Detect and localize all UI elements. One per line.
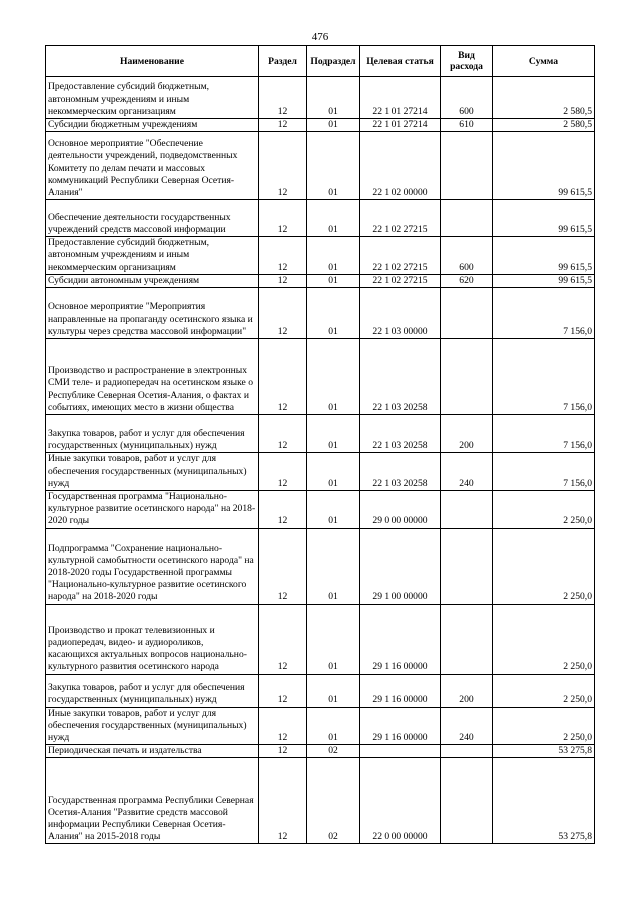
row-target: 22 1 02 27215	[360, 200, 441, 237]
table-row	[46, 453, 595, 491]
row-section: 12	[259, 415, 307, 453]
table-row	[46, 200, 595, 237]
row-subsection: 01	[307, 77, 360, 119]
row-section: 12	[259, 528, 307, 604]
row-target: 29 1 00 00000	[360, 528, 441, 604]
row-subsection: 01	[307, 491, 360, 529]
table-row	[46, 77, 595, 119]
row-subsection: 01	[307, 119, 360, 132]
table-row	[46, 119, 595, 132]
row-target: 29 1 16 00000	[360, 707, 441, 745]
row-target: 22 1 02 00000	[360, 132, 441, 200]
header-subsection: Подраздел	[307, 46, 360, 77]
row-exp-type	[441, 604, 493, 674]
row-sum: 53 275,8	[493, 745, 595, 758]
row-exp-type	[441, 288, 493, 339]
row-sum: 2 250,0	[493, 491, 595, 529]
row-name: Закупка товаров, работ и услуг для обеспечения государственных (муниципальных) нужд	[46, 415, 259, 453]
header-name: Наименование	[46, 46, 259, 77]
row-subsection: 01	[307, 415, 360, 453]
row-section: 12	[259, 77, 307, 119]
row-subsection: 01	[307, 274, 360, 287]
row-target: 22 1 03 20258	[360, 339, 441, 415]
row-section: 12	[259, 745, 307, 758]
row-subsection: 01	[307, 132, 360, 200]
row-subsection: 02	[307, 758, 360, 844]
row-sum: 7 156,0	[493, 415, 595, 453]
table-row	[46, 491, 595, 529]
row-name: Производство и прокат телевизионных и радиопередач, видео- и аудиороликов, касающихся актуальных вопросов национально-культурного развития осетинского народа	[46, 604, 259, 674]
table-row	[46, 274, 595, 287]
row-name: Закупка товаров, работ и услуг для обеспечения государственных (муниципальных) нужд	[46, 674, 259, 707]
row-exp-type	[441, 758, 493, 844]
row-exp-type	[441, 132, 493, 200]
table-row	[46, 707, 595, 745]
row-exp-type: 610	[441, 119, 493, 132]
row-name: Основное мероприятие "Мероприятия направленные на пропаганду осетинского языка и культуры через средства массовой информации"	[46, 288, 259, 339]
row-section: 12	[259, 274, 307, 287]
row-sum: 7 156,0	[493, 288, 595, 339]
row-section: 12	[259, 339, 307, 415]
row-subsection: 01	[307, 200, 360, 237]
header-target: Целевая статья	[360, 46, 441, 77]
row-sum: 2 250,0	[493, 674, 595, 707]
row-target: 29 0 00 00000	[360, 491, 441, 529]
row-section: 12	[259, 119, 307, 132]
row-subsection: 01	[307, 604, 360, 674]
row-sum: 99 615,5	[493, 200, 595, 237]
header-section: Раздел	[259, 46, 307, 77]
row-target: 22 1 03 20258	[360, 453, 441, 491]
row-section: 12	[259, 237, 307, 275]
budget-table	[45, 45, 595, 844]
row-subsection: 02	[307, 745, 360, 758]
row-sum: 99 615,5	[493, 274, 595, 287]
row-name: Производство и распространение в электронных СМИ теле- и радиопередач на осетинском языке о Республике Северная Осетия-Алания, о фактах и событиях, имеющих место в жизни общества	[46, 339, 259, 415]
row-name: Основное мероприятие "Обеспечение деятельности учреждений, подведомственных Комитету по делам печати и массовых коммуникаций Республики Северная Осетия-Алания"	[46, 132, 259, 200]
row-target: 29 1 16 00000	[360, 674, 441, 707]
row-name: Предоставление субсидий бюджетным, автономным учреждениям и иным некоммерческим организациям	[46, 77, 259, 119]
row-exp-type: 600	[441, 77, 493, 119]
row-exp-type: 200	[441, 415, 493, 453]
row-sum: 2 580,5	[493, 119, 595, 132]
page-number: 476	[311, 31, 329, 43]
row-exp-type: 600	[441, 237, 493, 275]
row-section: 12	[259, 453, 307, 491]
row-name: Государственная программа "Национально-культурное развитие осетинского народа" на 2018-2020 годы	[46, 491, 259, 529]
row-subsection: 01	[307, 453, 360, 491]
row-sum: 2 250,0	[493, 528, 595, 604]
row-name: Государственная программа Республики Северная Осетия-Алания "Развитие средств массовой информации Республики Северная Осетия-Алания" на 2015-2018 годы	[46, 758, 259, 844]
table-row	[46, 604, 595, 674]
row-name: Подпрограмма "Сохранение национально-культурной самобытности осетинского народа" на 2018-2020 годы Государственной программы "Национально-культурное развитие осетинского народа" на 2018-2020 годы	[46, 528, 259, 604]
row-sum: 2 580,5	[493, 77, 595, 119]
row-subsection: 01	[307, 707, 360, 745]
table-row	[46, 237, 595, 275]
table-header-row	[46, 46, 595, 77]
table-row	[46, 415, 595, 453]
row-exp-type	[441, 491, 493, 529]
row-name: Субсидии автономным учреждениям	[46, 274, 259, 287]
row-sum: 53 275,8	[493, 758, 595, 844]
row-name: Обеспечение деятельности государственных учреждений средств массовой информации	[46, 200, 259, 237]
row-name: Иные закупки товаров, работ и услуг для обеспечения государственных (муниципальных) нужд	[46, 707, 259, 745]
row-section: 12	[259, 491, 307, 529]
table-row	[46, 745, 595, 758]
table-row	[46, 758, 595, 844]
row-target: 22 1 01 27214	[360, 119, 441, 132]
row-subsection: 01	[307, 237, 360, 275]
row-section: 12	[259, 132, 307, 200]
row-sum: 2 250,0	[493, 604, 595, 674]
row-exp-type	[441, 528, 493, 604]
row-target: 22 1 01 27214	[360, 77, 441, 119]
row-section: 12	[259, 288, 307, 339]
row-section: 12	[259, 200, 307, 237]
row-sum: 99 615,5	[493, 237, 595, 275]
row-name: Предоставление субсидий бюджетным, автономным учреждениям и иным некоммерческим организациям	[46, 237, 259, 275]
table-row	[46, 288, 595, 339]
row-exp-type: 240	[441, 453, 493, 491]
row-section: 12	[259, 707, 307, 745]
row-sum: 7 156,0	[493, 453, 595, 491]
row-name: Периодическая печать и издательства	[46, 745, 259, 758]
row-exp-type: 240	[441, 707, 493, 745]
row-target: 22 1 03 20258	[360, 415, 441, 453]
row-sum: 99 615,5	[493, 132, 595, 200]
row-exp-type: 620	[441, 274, 493, 287]
row-subsection: 01	[307, 528, 360, 604]
row-exp-type	[441, 200, 493, 237]
row-exp-type: 200	[441, 674, 493, 707]
header-sum: Сумма	[493, 46, 595, 77]
table-row	[46, 528, 595, 604]
row-section: 12	[259, 674, 307, 707]
row-name: Субсидии бюджетным учреждениям	[46, 119, 259, 132]
row-section: 12	[259, 604, 307, 674]
row-target	[360, 745, 441, 758]
header-exp-type: Вид расхода	[441, 46, 493, 77]
row-subsection: 01	[307, 339, 360, 415]
table-row	[46, 132, 595, 200]
row-target: 22 0 00 00000	[360, 758, 441, 844]
row-sum: 2 250,0	[493, 707, 595, 745]
table-row	[46, 339, 595, 415]
row-exp-type	[441, 745, 493, 758]
row-subsection: 01	[307, 288, 360, 339]
table-row	[46, 674, 595, 707]
row-target: 22 1 03 00000	[360, 288, 441, 339]
row-section: 12	[259, 758, 307, 844]
row-target: 22 1 02 27215	[360, 274, 441, 287]
row-sum: 7 156,0	[493, 339, 595, 415]
row-name: Иные закупки товаров, работ и услуг для обеспечения государственных (муниципальных) нужд	[46, 453, 259, 491]
row-exp-type	[441, 339, 493, 415]
row-subsection: 01	[307, 674, 360, 707]
row-target: 29 1 16 00000	[360, 604, 441, 674]
row-target: 22 1 02 27215	[360, 237, 441, 275]
